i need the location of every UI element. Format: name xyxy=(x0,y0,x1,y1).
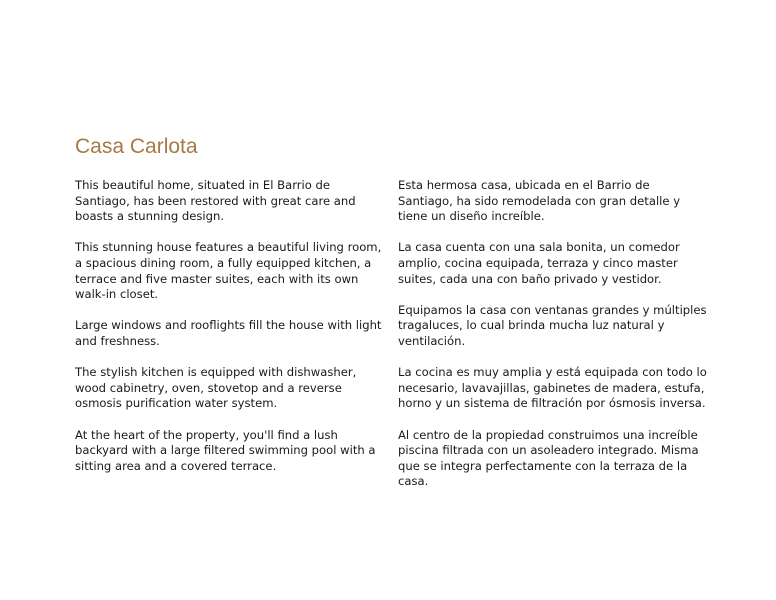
page-title: Casa Carlota xyxy=(75,135,198,158)
english-paragraph-pool: At the heart of the property, you'll find a lush backyard with a large filtered swimming pool with a sitting area and a covered terrace. xyxy=(75,427,376,473)
spanish-description-column xyxy=(398,178,708,505)
english-paragraph-intro: This beautiful home, situated in El Barrio de Santiago, has been restored with great care and boasts a stunning design. xyxy=(75,178,356,224)
english-description-column xyxy=(75,178,385,490)
spanish-paragraph-kitchen: La cocina es muy amplia y está equipada con todo lo necesario, lavavajillas, gabinetes de madera, estufa, horno y un sistema de filtración por ósmosis inversa. xyxy=(398,365,707,411)
english-paragraph-light: Large windows and rooflights fill the house with light and freshness. xyxy=(75,318,382,348)
spanish-paragraph-intro: Esta hermosa casa, ubicada en el Barrio de Santiago, ha sido remodelada con gran detalle y tiene un diseño increíble. xyxy=(398,178,681,224)
spanish-paragraph-rooms: La casa cuenta con una sala bonita, un comedor amplio, cocina equipada, terraza y cinco master suites, cada una con baño privado y vestidor. xyxy=(398,240,680,286)
spanish-paragraph-light: Equipamos la casa con ventanas grandes y múltiples tragaluces, lo cual brinda mucha luz natural y ventilación. xyxy=(398,302,707,348)
english-paragraph-kitchen: The stylish kitchen is equipped with dishwasher, wood cabinetry, oven, stovetop and a reverse osmosis purification water system. xyxy=(75,365,357,411)
english-paragraph-rooms: This stunning house features a beautiful living room, a spacious dining room, a fully equipped kitchen, a terrace and five master suites, each with its own walk-in closet. xyxy=(75,240,382,302)
spanish-paragraph-pool: Al centro de la propiedad construimos una increíble piscina filtrada con un asoleadero integrado. Misma que se integra perfectamente con la terraza de la casa. xyxy=(398,427,699,489)
